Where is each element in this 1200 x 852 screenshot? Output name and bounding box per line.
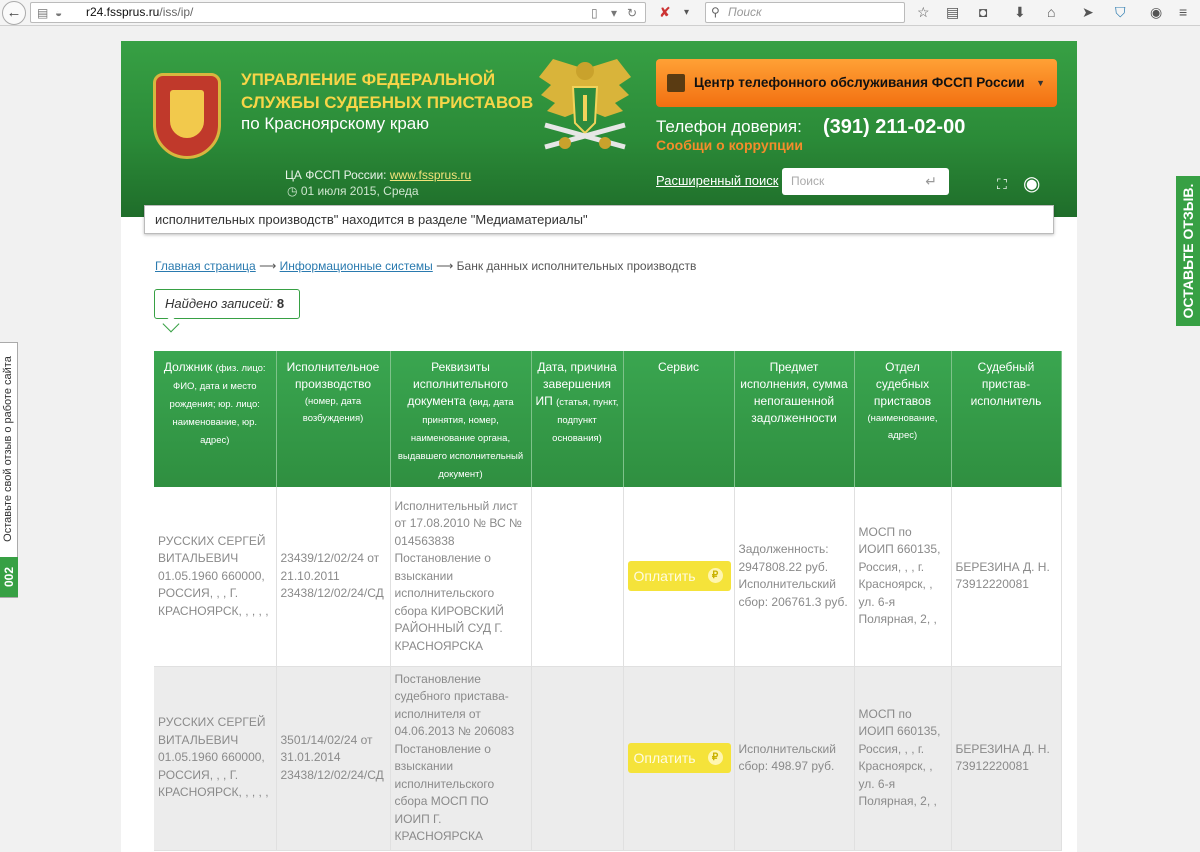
- phone-book-icon: [667, 74, 685, 92]
- breadcrumb: [155, 259, 696, 273]
- emblem-lion: [170, 90, 204, 138]
- fssp-eagle-emblem: [531, 51, 639, 163]
- cell-service: [623, 666, 734, 850]
- cell-end: [531, 487, 623, 666]
- url-bar[interactable]: [30, 2, 646, 23]
- chat-icon[interactable]: ◉: [1150, 4, 1163, 20]
- call-center-button[interactable]: [656, 59, 1057, 107]
- browser-toolbar: [0, 0, 1200, 26]
- org-region: по Красноярскому краю: [241, 114, 429, 133]
- download-icon[interactable]: ⬇: [1014, 4, 1026, 20]
- col-header-service: Сервис: [623, 351, 734, 487]
- advanced-search-link[interactable]: Расширенный поиск: [656, 173, 779, 188]
- back-button[interactable]: ←: [2, 1, 26, 25]
- adblock-icon[interactable]: ✘: [659, 4, 671, 20]
- breadcrumb-current: Банк данных исполнительных производств: [456, 259, 697, 273]
- ruble-icon: ₽: [708, 750, 723, 765]
- cell-proceeding: 3501/14/02/24 от 31.01.2014 23438/12/02/24/СД: [276, 666, 390, 850]
- search-icon: ⚲: [711, 5, 720, 19]
- reload-icon[interactable]: ↻: [627, 6, 638, 20]
- col-header-document: Реквизиты исполнительного документа (вид, дата принятия, номер, наименование органа, выдавшего исполнительный документ): [390, 351, 531, 487]
- central-office-line: [285, 168, 471, 182]
- results-table: [154, 351, 1062, 851]
- pocket-icon[interactable]: ◘: [979, 4, 988, 20]
- search-placeholder: Поиск: [728, 5, 762, 19]
- pay-button[interactable]: Оплатить ₽: [628, 561, 731, 591]
- cell-document: Постановление судебного пристава-исполнителя от 04.06.2013 № 206083 Постановление о взыскании исполнительского сбора МОСП ПО ИОИП Г. КРАСНОЯРСКА: [390, 666, 531, 850]
- feedback-tab-left[interactable]: [0, 342, 18, 598]
- menu-icon[interactable]: ≡: [1179, 4, 1188, 20]
- browser-search-input[interactable]: [705, 2, 905, 23]
- hotline-number: (391) 211-02-00: [823, 116, 966, 138]
- org-line2: СЛУЖБЫ СУДЕБНЫХ ПРИСТАВОВ: [241, 93, 534, 112]
- table-row: [154, 487, 1061, 666]
- cell-subject: Задолженность: 2947808.22 руб. Исполнительский сбор: 206761.3 руб.: [734, 487, 854, 666]
- eye-icon[interactable]: ◉: [1023, 173, 1041, 195]
- cell-department: МОСП по ИОИП 660135, Россия, , , г. Красноярск, , ул. 6-я Полярная, 2, ,: [854, 487, 951, 666]
- feedback-left-label: Оставьте свой отзыв о работе сайта: [2, 356, 14, 542]
- hotline-label: Телефон доверия:: [656, 117, 802, 136]
- col-header-end: Дата, причина завершения ИП (статья, пункт, подпункт основания): [531, 351, 623, 487]
- site-search-input[interactable]: [782, 168, 949, 195]
- reader-icon[interactable]: ▯: [591, 6, 598, 20]
- engine-dropdown-icon[interactable]: ▾: [684, 7, 690, 18]
- central-office-label: ЦА ФССП России:: [285, 168, 387, 182]
- shield-icon[interactable]: ⛉: [1115, 4, 1126, 20]
- breadcrumb-arrow-icon: ⟶: [436, 259, 454, 273]
- bookmark-star-icon[interactable]: ☆: [917, 4, 930, 20]
- table-header-row: [154, 351, 1061, 487]
- col-header-bailiff: Судебный пристав-исполнитель: [951, 351, 1061, 487]
- news-ticker: исполнительных производств" находится в разделе "Медиаматериалы": [144, 205, 1054, 234]
- badge-tail: [163, 316, 180, 333]
- site-info-icon[interactable]: ◒: [55, 6, 63, 20]
- cell-end: [531, 666, 623, 850]
- url-host: r24.fssprus.ru: [86, 5, 160, 19]
- cell-subject: Исполнительский сбор: 498.97 руб.: [734, 666, 854, 850]
- home-icon[interactable]: ⌂: [1047, 4, 1056, 20]
- breadcrumb-systems[interactable]: Информационные системы: [279, 259, 433, 273]
- breadcrumb-home[interactable]: Главная страница: [155, 259, 256, 273]
- org-title[interactable]: [241, 68, 533, 114]
- share-icon[interactable]: ➤: [1082, 4, 1094, 20]
- ruble-icon: ₽: [708, 568, 723, 583]
- records-found-badge: [154, 289, 300, 319]
- cell-proceeding: 23439/12/02/24 от 21.10.2011 23438/12/02/24/СД: [276, 487, 390, 666]
- org-line1: УПРАВЛЕНИЕ ФЕДЕРАЛЬНОЙ: [241, 70, 496, 89]
- central-office-link[interactable]: www.fssprus.ru: [389, 168, 472, 182]
- col-header-proceeding: Исполнительное производство (номер, дата возбуждения): [276, 351, 390, 487]
- cell-service: [623, 487, 734, 666]
- url-path: /iss/ip/: [159, 5, 194, 19]
- region-emblem: [153, 73, 221, 159]
- cell-debtor: РУССКИХ СЕРГЕЙ ВИТАЛЬЕВИЧ 01.05.1960 660000, РОССИЯ, , , Г. КРАСНОЯРСК, , , , ,: [154, 666, 276, 850]
- cell-debtor: РУССКИХ СЕРГЕЙ ВИТАЛЬЕВИЧ 01.05.1960 660000, РОССИЯ, , , Г. КРАСНОЯРСК, , , , ,: [154, 487, 276, 666]
- col-header-subject: Предмет исполнения, сумма непогашенной задолженности: [734, 351, 854, 487]
- records-found-label: Найдено записей:: [165, 296, 274, 311]
- cell-bailiff: БЕРЕЗИНА Д. Н. 73912220081: [951, 487, 1061, 666]
- cell-department: МОСП по ИОИП 660135, Россия, , , г. Красноярск, , ул. 6-я Полярная, 2, ,: [854, 666, 951, 850]
- page: [121, 41, 1077, 852]
- cell-bailiff: БЕРЕЗИНА Д. Н. 73912220081: [951, 666, 1061, 850]
- col-header-debtor: Должник (физ. лицо: ФИО, дата и место рождения; юр. лицо: наименование, юр. адрес): [154, 351, 276, 487]
- feedback-left-counter: 002: [0, 557, 18, 597]
- caret-down-icon: ▼: [1036, 78, 1045, 88]
- report-corruption-link[interactable]: Сообщи о коррупции: [656, 137, 803, 153]
- cell-document: Исполнительный лист от 17.08.2010 № ВС № 014563838 Постановление о взыскании исполнительского сбора КИРОВСКИЙ РАЙОННЫЙ СУД Г. КРАСНОЯРСКА: [390, 487, 531, 666]
- feedback-right-label: ОСТАВЬТЕ ОТЗЫВ.: [1180, 183, 1196, 319]
- clock-icon: ◷: [287, 184, 298, 198]
- records-found-count: 8: [276, 296, 285, 311]
- enter-icon[interactable]: ↵: [925, 173, 937, 189]
- site-search-placeholder: Поиск: [791, 174, 825, 188]
- date-text: 01 июля 2015, Среда: [300, 184, 419, 198]
- dropdown-icon[interactable]: ▾: [611, 6, 618, 20]
- sitemap-icon[interactable]: ⛶: [997, 176, 1007, 192]
- page-icon: ▤: [37, 6, 49, 20]
- call-center-label: Центр телефонного обслуживания ФССП России: [694, 75, 1025, 90]
- pay-button[interactable]: Оплатить ₽: [628, 743, 731, 773]
- current-date: [287, 184, 419, 198]
- breadcrumb-arrow-icon: ⟶: [259, 259, 277, 273]
- col-header-department: Отдел судебных приставов (наименование, адрес): [854, 351, 951, 487]
- site-header: [121, 41, 1077, 217]
- feedback-tab-right[interactable]: [1176, 176, 1200, 326]
- table-row: [154, 666, 1061, 850]
- bookmarks-list-icon[interactable]: ▤: [946, 4, 960, 20]
